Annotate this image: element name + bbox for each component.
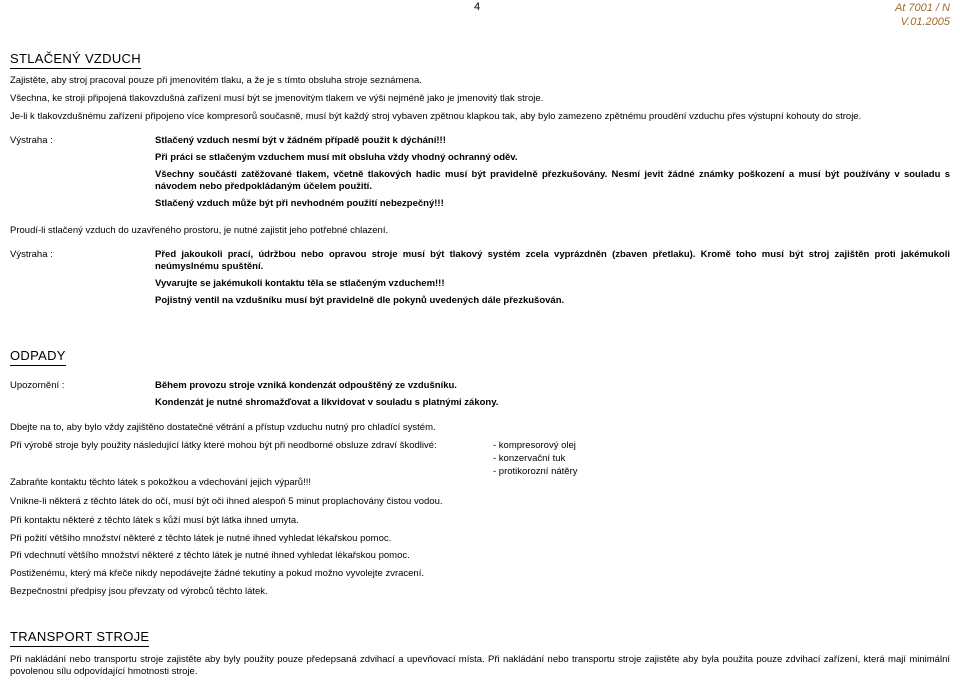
document-id: At 7001 / N <box>894 2 950 14</box>
document-reference <box>895 1 950 30</box>
section-title-waste: ODPADY <box>10 348 66 366</box>
list-item: - konzervační tuk <box>493 452 566 464</box>
warning-line: Pojistný ventil na vzdušníku musí být pravidelně dle pokynů uvedených dále přezkušován. <box>155 294 565 306</box>
paragraph: Proudí-li stlačený vzduch do uzavřeného prostoru, je nutné zajistit jeho potřebné chlazení. <box>10 225 389 236</box>
paragraph: Při vdechnutí většího množství některé z těchto látek je nutné ihned vyhledat lékařskou pomoc. <box>10 550 410 561</box>
paragraph: Při kontaktu některé z těchto látek s kůží musí být látka ihned umyta. <box>10 515 299 526</box>
notice-line: Kondenzát je nutné shromažďovat a likvidovat v souladu s platnými zákony. <box>155 396 499 408</box>
warning-block <box>155 249 950 312</box>
paragraph: Dbejte na to, aby bylo vždy zajištěno dostatečné větrání a přístup vzduchu nutný pro chladící systém. <box>10 422 436 433</box>
section-title-compressed-air: STLAČENÝ VZDUCH <box>10 51 141 69</box>
list-item: - protikorozní nátěry <box>493 465 578 477</box>
list-item: - kompresorový olej <box>493 440 576 451</box>
paragraph: Postiženému, který má křeče nikdy nepodávejte žádné tekutiny a pokud možno vyvolejte zvracení. <box>10 568 424 579</box>
warning-label: Výstraha : <box>10 249 53 260</box>
warning-line: Stlačený vzduch může být při nevhodném použití nebezpečný!!! <box>155 197 444 209</box>
warning-label: Výstraha : <box>10 135 53 146</box>
notice-label: Upozornění : <box>10 380 65 391</box>
paragraph: Zabraňte kontaktu těchto látek s pokožkou a vdechování jejich výparů!!! <box>10 477 312 488</box>
warning-line: Před jakoukoli prací, údržbou nebo opravou stroje musí být tlakový systém zcela vyprázdněn (zbaven přetlaku). Kromě toho musí být stroj zajištěn proti jakémukoli neúmyslnému spuštění. <box>155 249 950 272</box>
notice-line: Během provozu stroje vzniká kondenzát odpouštěný ze vzdušníku. <box>155 380 457 391</box>
paragraph: Všechna, ke stroji připojená tlakovzdušná zařízení musí být se jmenovitým tlakem ve výši nejméně jako je jmenovitý tlak stroje. <box>10 93 544 104</box>
notice-block <box>155 380 950 414</box>
paragraph: Při výrobě stroje byly použity následující látky které mohou být při neodborné obsluze zdraví škodlivé: <box>10 440 437 451</box>
page-number: 4 <box>474 1 481 13</box>
warning-line: Vyvarujte se jakémukoli kontaktu těla se stlačeným vzduchem!!! <box>155 277 445 289</box>
substance-list <box>493 440 577 478</box>
paragraph: Vnikne-li některá z těchto látek do očí, musí být oči ihned alespoň 5 minut proplachovány čistou vodou. <box>10 496 443 507</box>
paragraph: Bezpečnostní předpisy jsou převzaty od výrobců těchto látek. <box>10 586 268 597</box>
warning-line: Při práci se stlačeným vzduchem musí mít obsluha vždy vhodný ochranný oděv. <box>155 151 518 163</box>
paragraph: Při nakládání nebo transportu stroje zajistěte aby byly použity pouze předepsaná zdvihací a upevňovací místa. Při nakládání nebo transportu stroje zajistěte aby byla použita pouze zdvihací zařízení, která mají minimální povolenou sílu odpovídající hmotnosti stroje. <box>10 654 950 677</box>
paragraph: Je-li k tlakovzdušnému zařízení připojeno více kompresorů současně, musí být každý stroj vybaven zpětnou klapkou tak, aby bylo zamezeno zpětnému proudění vzduchu přes výstupní kohouty do stroje. <box>10 111 862 122</box>
warning-line: Všechny součásti zatěžované tlakem, včetně tlakových hadic musí být pravidelně přezkušovány. Nesmí jevit žádné známky poškození a musí být používány v souladu s návodem nebo předpokládaným účelem použití. <box>155 168 950 192</box>
document-version: V.01.2005 <box>900 16 950 29</box>
warning-block <box>155 135 950 214</box>
paragraph: Zajistěte, aby stroj pracoval pouze při jmenovitém tlaku, a že je s tímto obsluha stroje seznámena. <box>10 75 422 86</box>
paragraph: Při požití většího množství některé z těchto látek je nutné ihned vyhledat lékařskou pomoc. <box>10 533 392 544</box>
section-title-transport: TRANSPORT STROJE <box>10 629 149 647</box>
warning-line: Stlačený vzduch nesmí být v žádném případě použit k dýchání!!! <box>155 135 446 146</box>
